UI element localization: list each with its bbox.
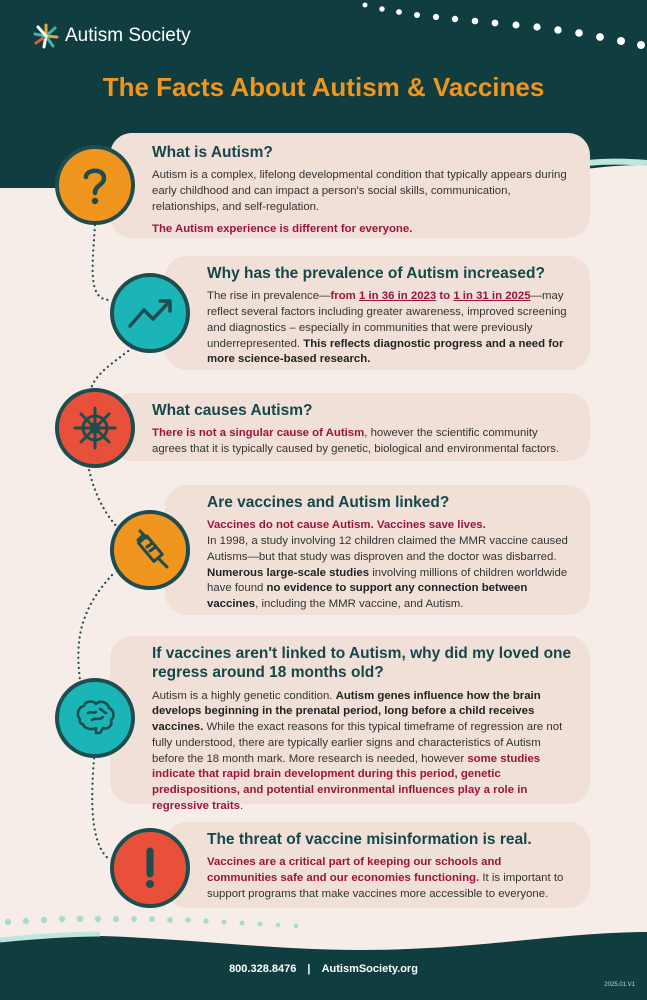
exclamation-icon-badge <box>110 828 190 908</box>
trend-icon-badge <box>110 273 190 353</box>
card-prevalence <box>165 256 590 370</box>
footer-phone[interactable]: 800.328.8476 <box>229 963 297 975</box>
version-code: 2025.01.V1 <box>604 982 635 988</box>
card-vaccines-linked <box>165 485 590 615</box>
wheel-icon-badge <box>55 388 135 468</box>
section-highlight: The Autism experience is different for everyone. <box>152 222 413 235</box>
card-causes <box>110 393 590 461</box>
footer-website-link[interactable]: AutismSociety.org <box>321 963 418 975</box>
section-body: Autism is a complex, lifelong developmental condition that typically appears during early childhood and can impact a person's social skills, communication, relationships, and self-regulation. <box>152 169 567 213</box>
brain-icon-badge <box>55 678 135 758</box>
question-mark-icon <box>70 160 120 210</box>
stat-2025: 1 in 31 in 2025 <box>453 290 531 303</box>
footer-separator: | <box>307 963 311 975</box>
page-title: The Facts About Autism & Vaccines <box>102 72 545 102</box>
ship-wheel-icon <box>70 403 120 453</box>
section-heading: What causes Autism? <box>152 402 313 419</box>
card-what-is-autism <box>110 133 590 238</box>
exclamation-icon <box>125 843 175 893</box>
card-misinformation <box>165 822 590 908</box>
trend-arrow-icon <box>125 288 175 338</box>
section-heading: Why has the prevalence of Autism increased? <box>207 265 545 282</box>
brand-logo[interactable] <box>33 23 191 49</box>
section-heading: The threat of vaccine misinformation is real. <box>207 831 532 848</box>
section-lead: Vaccines do not cause Autism. Vaccines save lives. <box>207 519 486 532</box>
question-icon-badge <box>55 145 135 225</box>
section-body: Vaccines are a critical part of keeping our schools and communities safe and our economies functioning. It is important to support programs that make vaccines more accessible to everyone. <box>207 856 564 900</box>
section-body: Autism is a highly genetic condition. Autism genes influence how the brain develops beginning in the prenatal period, long before a child receives vaccines. While the exact reasons for this typical timeframe of regression are not fully understood, there are typically earlier signs and characteristics of Autism before the 18 month mark. More research is needed, however some studies indicate that rapid brain development during this period, genetic predispositions, and potential environmental influences play a role in regressive traits. <box>152 689 563 812</box>
footer-background <box>0 910 647 1000</box>
section-body: The rise in prevalence—from 1 in 36 in 2023 to 1 in 31 in 2025—may reflect several factors including greater awareness, improved screening and diagnostics – especially in communities that were previously underrepresented. This reflects diagnostic progress and a need for more science-based research. <box>207 290 567 366</box>
syringe-icon <box>125 525 175 575</box>
puzzle-swirl-icon <box>33 23 59 49</box>
footer-contact <box>0 963 647 975</box>
section-heading: Are vaccines and Autism linked? <box>207 494 450 511</box>
section-body: In 1998, a study involving 12 children claimed the MMR vaccine caused Autisms—but that study was disproven and the doctor was disbarred. Numerous large-scale studies involving millions of children worldwide have found no evidence to support any connection between vaccines, including the MMR vaccine, and Autism. <box>207 535 568 611</box>
syringe-icon-badge <box>110 510 190 590</box>
brain-icon <box>70 693 120 743</box>
section-body: There is not a singular cause of Autism, however the scientific community agrees that it is typically caused by genetic, biological and environmental factors. <box>152 427 560 456</box>
section-heading: If vaccines aren't linked to Autism, why did my loved one regress around 18 months old? <box>152 645 572 682</box>
card-regression <box>110 636 590 812</box>
section-heading: What is Autism? <box>152 144 273 161</box>
brand-name: Autism Society <box>65 25 191 46</box>
stat-2023: 1 in 36 in 2023 <box>358 290 437 303</box>
